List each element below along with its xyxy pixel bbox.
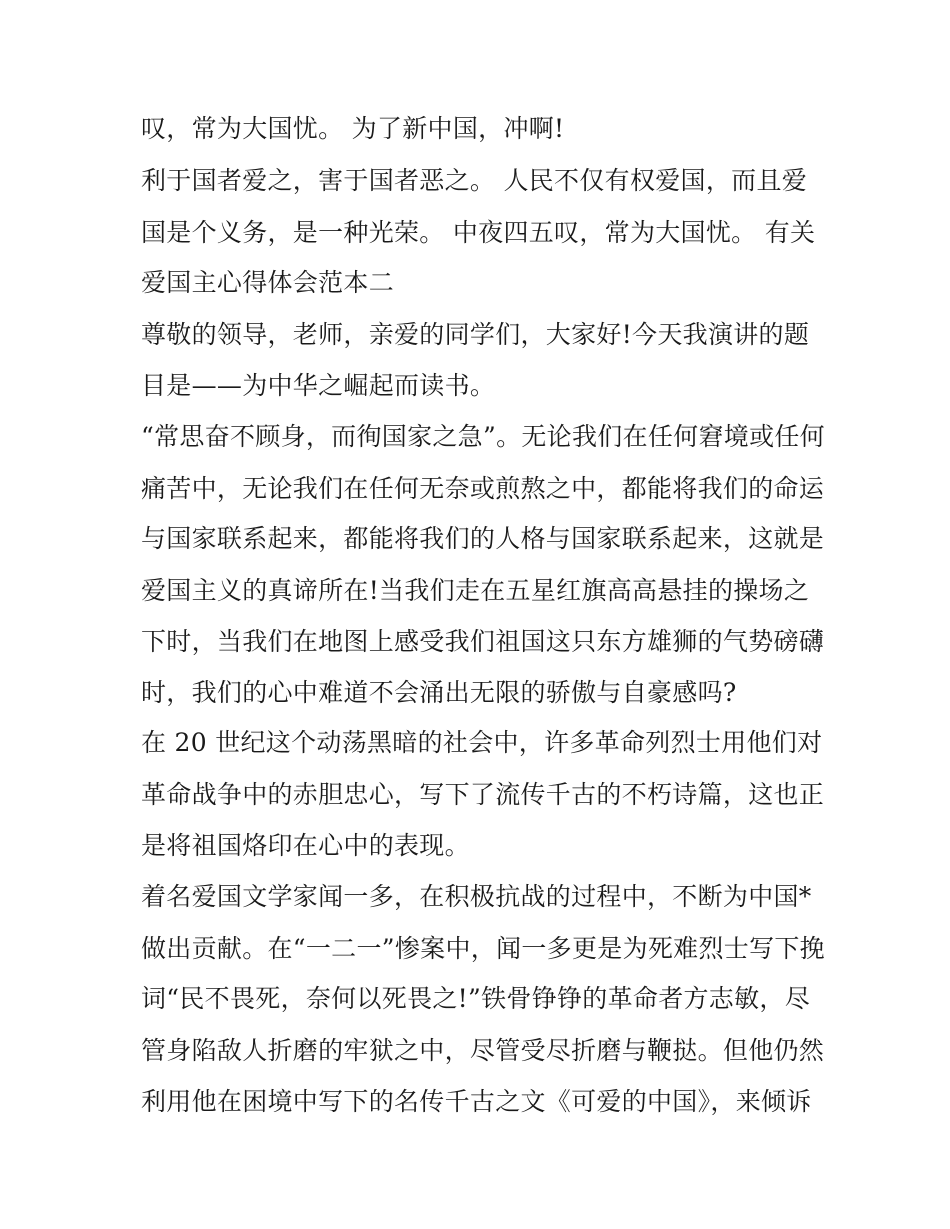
text-line: 是将祖国烙印在心中的表现。 bbox=[141, 831, 470, 860]
text-line: 利用他在困境中写下的名传千古之文《可爱的中国》，来倾诉 bbox=[141, 1087, 812, 1116]
text-line: 下时，当我们在地图上感受我们祖国这只东方雄狮的气势磅礴 bbox=[141, 627, 825, 656]
text-line: 爱国主心得体会范本二 bbox=[141, 268, 395, 297]
text-line: 痛苦中，无论我们在任何无奈或煎熬之中，都能将我们的命运 bbox=[141, 474, 825, 503]
text-line: 着名爱国文学家闻一多，在积极抗战的过程中，不断为中国* bbox=[141, 882, 812, 911]
text-line: 革命战争中的赤胆忠心，写下了流传千古的不朽诗篇，这也正 bbox=[141, 780, 825, 809]
text-line: 国是个义务，是一种光荣。 中夜四五叹，常为大国忧。 有关 bbox=[141, 218, 816, 247]
text-line: 利于国者爱之，害于国者恶之。 人民不仅有权爱国，而且爱 bbox=[141, 166, 808, 195]
text-line: 在 20 世纪这个动荡黑暗的社会中，许多革命列烈士用他们对 bbox=[141, 728, 823, 757]
text-line: 管身陷敌人折磨的牢狱之中，尽管受尽折磨与鞭挞。但他仍然 bbox=[141, 1036, 825, 1065]
text-line: “常思奋不顾身，而徇国家之急”。无论我们在任何窘境或任何 bbox=[141, 422, 825, 451]
text-line: 与国家联系起来，都能将我们的人格与国家联系起来，这就是 bbox=[141, 524, 825, 553]
text-line: 做出贡献。在“一二一”惨案中，闻一多更是为死难烈士写下挽 bbox=[141, 934, 825, 963]
text-line: 目是——为中华之崛起而读书。 bbox=[141, 371, 496, 400]
text-line: 叹，常为大国忧。 为了新中国，冲啊! bbox=[141, 114, 565, 143]
text-line: 爱国主义的真谛所在!当我们走在五星红旗高高悬挂的操场之 bbox=[141, 576, 810, 605]
text-line: 时，我们的心中难道不会涌出无限的骄傲与自豪感吗? bbox=[141, 678, 737, 707]
text-line: 词“民不畏死，奈何以死畏之!”铁骨铮铮的革命者方志敏，尽 bbox=[141, 984, 811, 1013]
text-line: 尊敬的领导，老师，亲爱的同学们，大家好!今天我演讲的题 bbox=[141, 320, 810, 349]
